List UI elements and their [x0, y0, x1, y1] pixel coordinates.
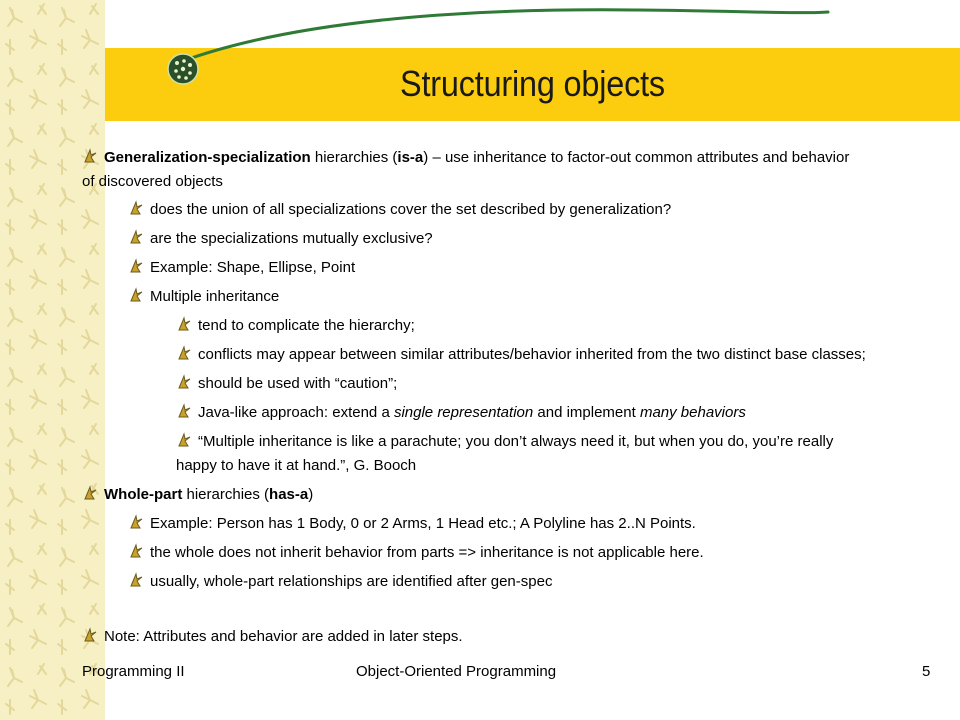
- whole-point-1: [128, 513, 696, 535]
- whole-point-text: usually, whole-part relationships are identified after gen-spec: [150, 573, 553, 590]
- mi-point-3: [176, 373, 397, 395]
- whole-part-term: Whole-part: [104, 486, 183, 503]
- gen-point-2: [128, 228, 433, 250]
- booch-quote-line1: “Multiple inheritance is like a parachute; you don’t always need it, but when you do, you’re really: [198, 433, 834, 450]
- star-leaf-icon: [128, 514, 144, 530]
- star-leaf-icon: [176, 403, 192, 419]
- mi-point-1: [176, 315, 415, 337]
- whole-part-text-b: ): [308, 486, 314, 503]
- whole-point-text: Example: Person has 1 Body, 0 or 2 Arms, 1 Head etc.; A Polyline has 2..N Points.: [150, 515, 696, 532]
- star-leaf-icon: [128, 287, 144, 303]
- star-leaf-icon: [128, 200, 144, 216]
- gen-spec-item: [82, 147, 849, 169]
- mi-point-text: and implement: [533, 404, 640, 421]
- booch-quote: [176, 431, 833, 453]
- star-leaf-icon: [82, 627, 98, 643]
- star-leaf-icon: [82, 148, 98, 164]
- whole-point-text: the whole does not inherit behavior from parts => inheritance is not applicable here.: [150, 544, 704, 561]
- star-leaf-icon: [128, 258, 144, 274]
- gen-spec-line2: of discovered objects: [82, 173, 223, 190]
- mi-point-text: tend to complicate the hierarchy;: [198, 317, 415, 334]
- gen-spec-text-a: hierarchies (: [310, 149, 398, 166]
- footer-topic: Object-Oriented Programming: [356, 663, 557, 680]
- mi-point-emphasis: single representation: [393, 404, 534, 421]
- star-leaf-icon: [176, 345, 192, 361]
- star-leaf-icon: [176, 316, 192, 332]
- mi-point-text: conflicts may appear between similar attributes/behavior inherited from the two distinct base classes;: [198, 346, 866, 363]
- star-leaf-icon: [176, 374, 192, 390]
- star-leaf-icon: [176, 432, 192, 448]
- mi-point-2: [176, 344, 866, 366]
- slide-title: Structuring objects: [400, 63, 665, 104]
- gen-point-3: [128, 257, 355, 279]
- mi-point-4: [176, 402, 746, 424]
- whole-part-text-a: hierarchies (: [182, 486, 270, 503]
- booch-quote-line2: happy to have it at hand.”, G. Booch: [176, 457, 417, 474]
- whole-point-2: [128, 542, 704, 564]
- gen-point-text: Example: Shape, Ellipse, Point: [150, 259, 356, 276]
- mi-point-text: Java-like approach: extend a: [198, 404, 394, 421]
- slide-number: 5: [922, 663, 931, 680]
- gen-point-text: Multiple inheritance: [150, 288, 280, 305]
- gen-point-text: does the union of all specializations cover the set described by generalization?: [150, 201, 672, 218]
- gen-point-text: are the specializations mutually exclusive?: [150, 230, 433, 247]
- note-text: Note: Attributes and behavior are added in later steps.: [104, 628, 463, 645]
- gen-point-1: [128, 199, 671, 221]
- mi-point-emphasis: many behaviors: [639, 404, 746, 421]
- star-leaf-icon: [128, 543, 144, 559]
- gen-point-4: [128, 286, 279, 308]
- star-leaf-icon: [128, 229, 144, 245]
- whole-part-rel: has-a: [269, 486, 309, 503]
- gen-spec-rel: is-a: [397, 149, 424, 166]
- footer-course: Programming II: [82, 663, 185, 680]
- star-leaf-icon: [128, 572, 144, 588]
- note-item: [82, 626, 463, 648]
- whole-part-item: [82, 484, 313, 506]
- whole-point-3: [128, 571, 552, 593]
- gen-spec-term: Generalization-specialization: [104, 149, 311, 166]
- gen-spec-text-b: ) – use inheritance to factor-out common attributes and behavior: [423, 149, 850, 166]
- mi-point-text: should be used with “caution”;: [198, 375, 398, 392]
- star-leaf-icon: [82, 485, 98, 501]
